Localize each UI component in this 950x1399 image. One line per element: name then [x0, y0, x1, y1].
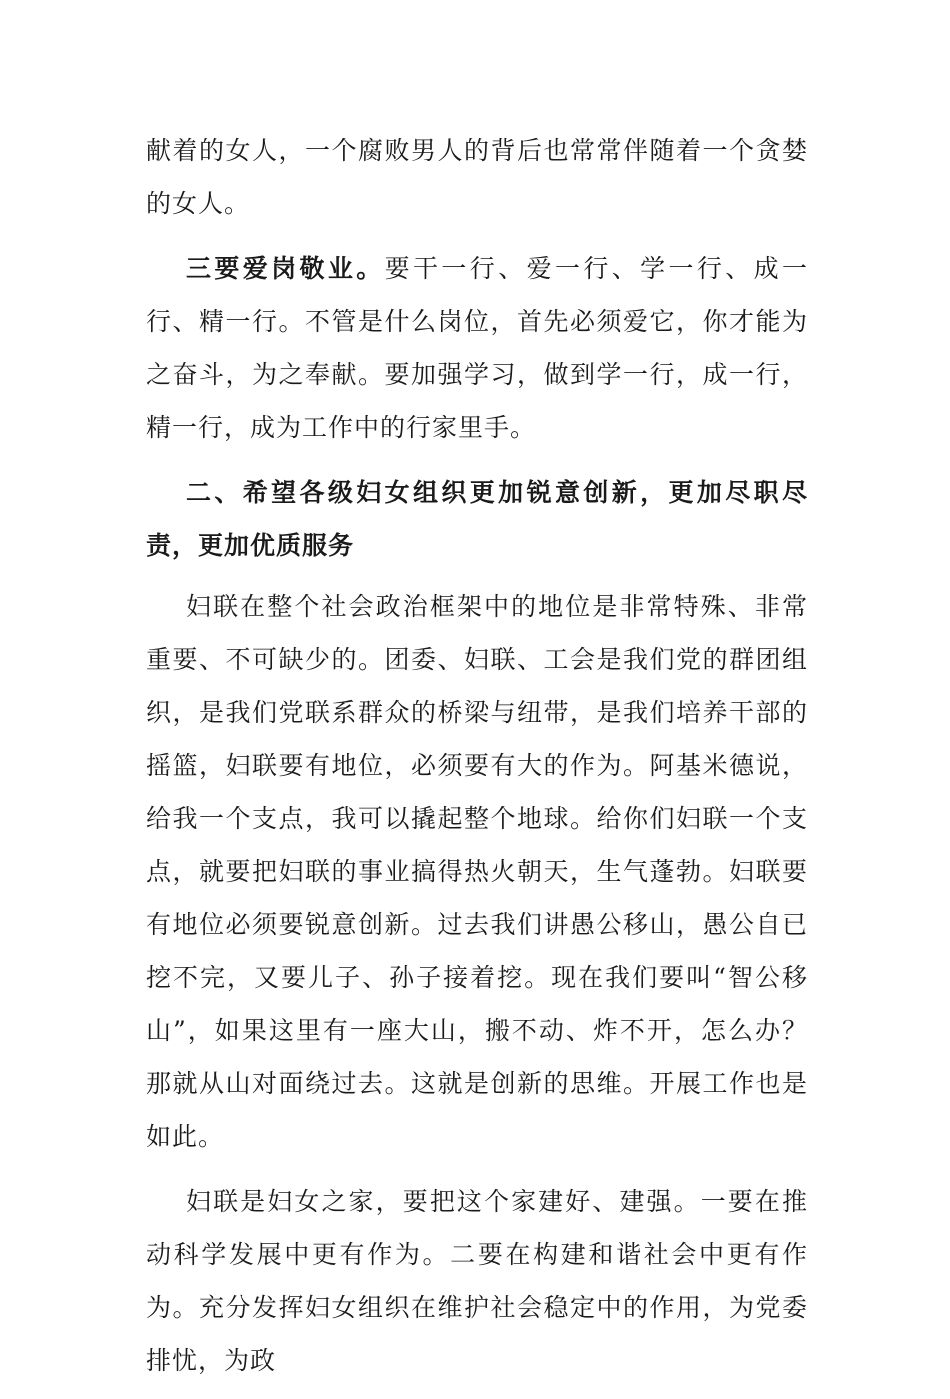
paragraph-dedication — [146, 242, 808, 454]
paragraph-lead: 三要爱岗敬业。 — [186, 254, 385, 283]
section-heading: 二、希望各级妇女组织更加锐意创新，更加尽职尽责，更加优质服务 — [146, 478, 808, 560]
paragraph-text: 要干一行、爱一行、学一行、成一行、精一行。不管是什么岗位，首先必须爱它，你才能为之奋斗，为之奉献。要加强学习，做到学一行，成一行，精一行，成为工作中的行家里手。 — [146, 254, 808, 442]
paragraph-home: 妇联是妇女之家，要把这个家建好、建强。一要在推动科学发展中更有作为。二要在构建和谐社会中更有作为。充分发挥妇女组织在维护社会稳定中的作用，为党委排忧，为政 — [146, 1187, 808, 1375]
paragraph-innovation: 妇联在整个社会政治框架中的地位是非常特殊、非常重要、不可缺少的。团委、妇联、工会是我们党的群团组织，是我们党联系群众的桥梁与纽带，是我们培养干部的摇篮，妇联要有地位，必须要有大的作为。阿基米德说，给我一个支点，我可以撬起整个地球。给你们妇联一个支点，就要把妇联的事业搞得热火朝天，生气蓬勃。妇联要有地位必须要锐意创新。过去我们讲愚公移山，愚公自已挖不完，又要儿子、孙子接着挖。现在我们要叫“智公移山”，如果这里有一座大山，搬不动、炸不开，怎么办？那就从山对面绕过去。这就是创新的思维。开展工作也是如此。 — [146, 592, 808, 1151]
paragraph-continuation: 献着的女人，一个腐败男人的背后也常常伴随着一个贪婪的女人。 — [146, 136, 808, 218]
document-body — [146, 124, 808, 1399]
